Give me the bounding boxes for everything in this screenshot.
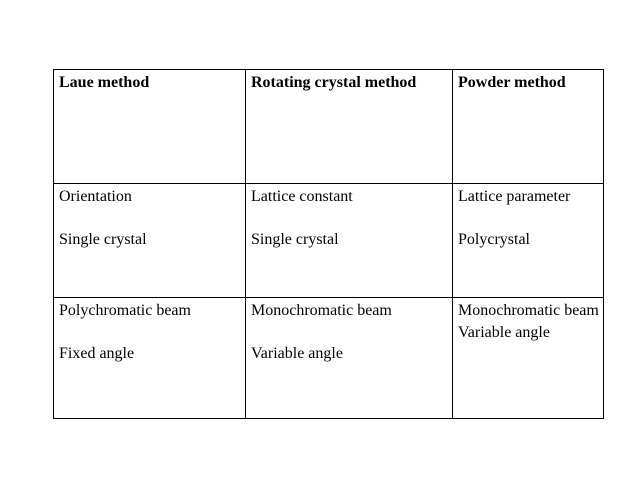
header-cell-laue — [54, 70, 246, 184]
table-cell — [453, 298, 604, 419]
table-row — [54, 298, 604, 419]
table-cell — [453, 184, 604, 298]
cell-line: Monochromatic beam — [458, 302, 599, 319]
cell-line: Polychromatic beam — [59, 302, 191, 319]
table-cell — [246, 298, 453, 419]
cell-line: Fixed angle — [59, 345, 135, 362]
header-rotating-crystal-method: Rotating crystal method — [251, 74, 417, 91]
cell-line: Monochromatic beam — [251, 302, 392, 319]
cell-line: Single crystal — [59, 231, 147, 248]
table-cell — [54, 184, 246, 298]
header-laue-method: Laue method — [59, 74, 150, 91]
cell-line: Variable angle — [251, 345, 343, 362]
table-row — [54, 184, 604, 298]
cell-line: Variable angle — [458, 324, 550, 341]
header-powder-method: Powder method — [458, 74, 566, 91]
table-cell — [246, 184, 453, 298]
cell-line: Lattice constant — [251, 188, 353, 205]
cell-line: Lattice parameter — [458, 188, 571, 205]
header-cell-powder — [453, 70, 604, 184]
methods-table — [53, 69, 604, 419]
header-cell-rotating — [246, 70, 453, 184]
cell-line: Orientation — [59, 188, 132, 205]
table-cell — [54, 298, 246, 419]
cell-line: Single crystal — [251, 231, 339, 248]
cell-line: Polycrystal — [458, 231, 530, 248]
table-header-row — [54, 70, 604, 184]
